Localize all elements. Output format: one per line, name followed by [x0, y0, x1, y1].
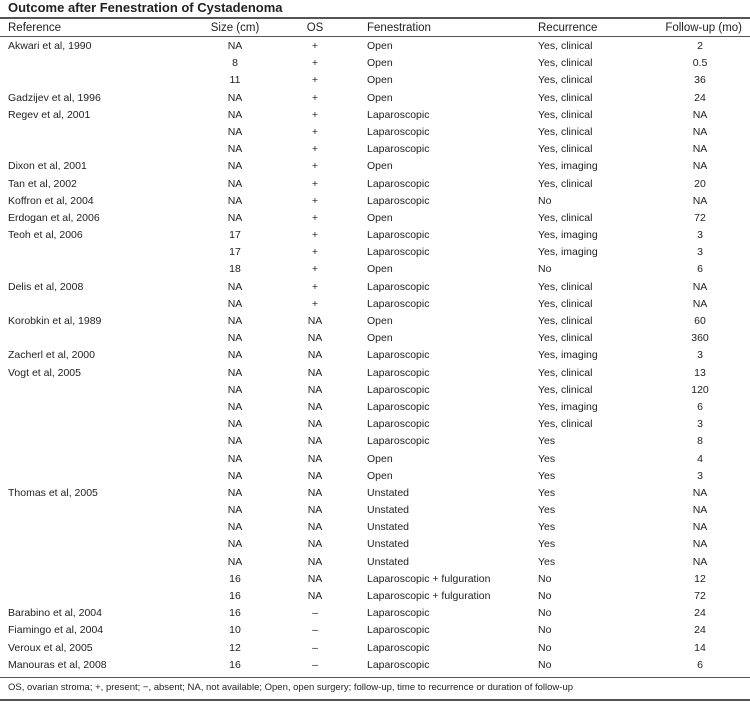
cell-follow-up: 72: [694, 211, 706, 224]
cell-follow-up: NA: [692, 280, 708, 293]
cell-recurrence: Yes, imaging: [538, 229, 598, 242]
cell-recurrence: Yes, clinical: [538, 418, 593, 431]
cell-follow-up: 24: [694, 624, 706, 637]
cell-recurrence: Yes, clinical: [538, 297, 593, 310]
cell-size: 17: [229, 229, 241, 242]
cell-recurrence: Yes, clinical: [538, 211, 593, 224]
cell-fenestration: Unstated: [367, 521, 410, 534]
cell-follow-up: 36: [694, 74, 706, 87]
cell-reference: Tan et al, 2002: [8, 177, 77, 190]
cell-size: NA: [227, 177, 243, 190]
cell-fenestration: Laparoscopic: [367, 280, 430, 293]
cell-os: NA: [307, 486, 323, 499]
cell-recurrence: Yes, clinical: [538, 91, 593, 104]
table-row: [0, 141, 750, 158]
cell-fenestration: Laparoscopic + fulguration: [367, 590, 491, 602]
cell-os: +: [311, 91, 319, 104]
cell-follow-up: NA: [692, 297, 708, 310]
cell-fenestration: Open: [367, 211, 393, 224]
cell-follow-up: NA: [692, 504, 708, 517]
cell-os: +: [311, 211, 319, 224]
cell-recurrence: Yes, clinical: [538, 74, 593, 87]
cell-fenestration: Open: [367, 315, 393, 327]
cell-fenestration: Laparoscopic: [367, 658, 430, 671]
cell-recurrence: Yes, clinical: [538, 125, 593, 138]
table-row: [0, 90, 750, 107]
table-row: [0, 485, 750, 502]
cell-reference: Regev et al, 2001: [8, 108, 91, 121]
cell-size: 11: [229, 74, 241, 87]
cell-reference: Teoh et al, 2006: [8, 229, 83, 242]
cell-reference: Akwari et al, 1990: [8, 40, 92, 52]
header-reference: Reference: [8, 22, 62, 34]
table-row: [0, 210, 750, 227]
cell-recurrence: Yes, imaging: [538, 160, 598, 173]
table-row: [0, 313, 750, 330]
cell-recurrence: No: [538, 607, 552, 620]
cell-reference: Gadzijev et al, 1996: [8, 91, 101, 104]
cell-recurrence: Yes: [538, 486, 556, 499]
cell-recurrence: Yes, clinical: [538, 332, 593, 345]
cell-size: NA: [227, 521, 243, 534]
cell-follow-up: 72: [694, 590, 706, 602]
cell-size: NA: [227, 555, 243, 568]
cell-recurrence: Yes, clinical: [538, 177, 593, 190]
cell-follow-up: 360: [691, 332, 709, 345]
cell-recurrence: Yes, clinical: [538, 108, 593, 121]
cell-size: NA: [227, 280, 243, 293]
table-row: [0, 468, 750, 485]
cell-fenestration: Open: [367, 332, 393, 345]
cell-os: +: [311, 57, 319, 70]
cell-follow-up: 3: [697, 418, 703, 431]
table-row: [0, 571, 750, 588]
cell-follow-up: 24: [694, 91, 706, 104]
cell-fenestration: Laparoscopic: [367, 641, 430, 654]
header-os: OS: [306, 22, 324, 34]
cell-follow-up: 120: [691, 383, 709, 396]
table-row: [0, 38, 750, 55]
cell-fenestration: Laparoscopic: [367, 229, 430, 242]
table-row: [0, 433, 750, 450]
cell-os: –: [312, 658, 318, 671]
cell-size: NA: [227, 538, 243, 551]
cell-follow-up: 3: [697, 469, 703, 482]
cell-follow-up: NA: [692, 194, 708, 207]
cell-reference: Zacherl et al, 2000: [8, 349, 95, 362]
cell-size: NA: [227, 125, 243, 138]
cell-recurrence: Yes: [538, 452, 556, 465]
cell-recurrence: Yes: [538, 521, 556, 534]
cell-os: NA: [307, 555, 323, 568]
cell-size: NA: [227, 108, 243, 121]
cell-os: +: [311, 194, 319, 207]
cell-os: +: [311, 229, 319, 242]
cell-fenestration: Laparoscopic: [367, 383, 430, 396]
cell-size: NA: [227, 91, 243, 104]
cell-reference: Vogt et al, 2005: [8, 366, 81, 379]
cell-fenestration: Laparoscopic: [367, 246, 430, 259]
table-row: [0, 519, 750, 536]
cell-size: NA: [227, 211, 243, 224]
cell-follow-up: 14: [694, 641, 706, 654]
cell-recurrence: Yes: [538, 435, 556, 448]
table-row: [0, 365, 750, 382]
cell-size: NA: [227, 332, 243, 345]
header-size: Size (cm): [210, 22, 260, 34]
cell-follow-up: 6: [697, 400, 703, 413]
cell-size: NA: [227, 315, 243, 327]
cell-os: NA: [307, 590, 323, 602]
cell-recurrence: No: [538, 624, 552, 637]
cell-size: 16: [229, 572, 241, 585]
cell-os: NA: [307, 349, 323, 362]
cell-reference: Thomas et al, 2005: [8, 486, 98, 499]
cell-os: NA: [307, 418, 323, 431]
cell-follow-up: 0.5: [692, 57, 708, 70]
cell-recurrence: Yes, imaging: [538, 400, 598, 413]
cell-recurrence: Yes, clinical: [538, 383, 593, 396]
cell-fenestration: Laparoscopic + fulguration: [367, 572, 491, 585]
cell-fenestration: Open: [367, 91, 393, 104]
cell-size: 10: [229, 624, 241, 637]
cell-reference: Delis et al, 2008: [8, 280, 84, 293]
cell-fenestration: Unstated: [367, 538, 410, 551]
cell-os: +: [311, 297, 319, 310]
cell-os: +: [311, 108, 319, 121]
cell-recurrence: No: [538, 590, 552, 602]
cell-follow-up: NA: [692, 538, 708, 551]
cell-fenestration: Laparoscopic: [367, 297, 430, 310]
cell-fenestration: Unstated: [367, 486, 410, 499]
cell-os: NA: [307, 332, 323, 345]
cell-os: NA: [307, 383, 323, 396]
header-follow-up: Follow-up (mo): [665, 22, 742, 34]
cell-os: NA: [307, 469, 323, 482]
cell-follow-up: 12: [694, 572, 706, 585]
cell-size: NA: [227, 452, 243, 465]
cell-size: NA: [227, 435, 243, 448]
cell-follow-up: 4: [697, 452, 703, 465]
cell-size: NA: [227, 400, 243, 413]
cell-recurrence: Yes, clinical: [538, 57, 593, 70]
cell-reference: Koffron et al, 2004: [8, 194, 94, 207]
cell-recurrence: Yes, imaging: [538, 246, 598, 259]
cell-fenestration: Open: [367, 40, 393, 52]
table-row: [0, 622, 750, 639]
cell-recurrence: No: [538, 572, 552, 585]
table-body: [0, 38, 750, 674]
table-row: [0, 554, 750, 571]
header-rule: [0, 36, 750, 37]
table-row: [0, 416, 750, 433]
cell-recurrence: Yes: [538, 538, 556, 551]
table-row: [0, 107, 750, 124]
cell-recurrence: Yes: [538, 555, 556, 568]
cell-reference: Barabino et al, 2004: [8, 607, 102, 620]
cell-recurrence: No: [538, 658, 552, 671]
table-row: [0, 347, 750, 364]
cell-size: NA: [227, 297, 243, 310]
cell-follow-up: 3: [697, 229, 703, 242]
cell-fenestration: Laparoscopic: [367, 366, 430, 379]
bottom-rule: [0, 677, 750, 678]
cell-follow-up: NA: [692, 486, 708, 499]
cell-fenestration: Open: [367, 160, 393, 173]
table-row: [0, 124, 750, 141]
table-header: [0, 20, 750, 36]
footnote: OS, ovarian stroma; +, present; −, absent; NA, not available; Open, open surgery; follow-up, time to recurrence or duration of follow-up: [8, 682, 574, 693]
cell-recurrence: Yes, imaging: [538, 349, 598, 362]
cell-fenestration: Open: [367, 452, 393, 465]
cell-recurrence: Yes, clinical: [538, 40, 593, 52]
table-row: [0, 382, 750, 399]
cell-fenestration: Laparoscopic: [367, 418, 430, 431]
cell-recurrence: No: [538, 194, 552, 207]
table-row: [0, 193, 750, 210]
cell-size: 16: [229, 658, 241, 671]
table-row: [0, 451, 750, 468]
cell-fenestration: Laparoscopic: [367, 143, 430, 156]
cell-size: NA: [227, 143, 243, 156]
cell-follow-up: 3: [697, 246, 703, 259]
cell-os: +: [311, 263, 319, 276]
cell-os: NA: [307, 435, 323, 448]
cell-size: NA: [227, 160, 243, 173]
cell-fenestration: Unstated: [367, 555, 410, 568]
cell-os: NA: [307, 400, 323, 413]
header-fenestration: Fenestration: [367, 22, 431, 34]
cell-follow-up: 3: [697, 349, 703, 362]
cell-reference: Manouras et al, 2008: [8, 658, 107, 671]
table-row: [0, 640, 750, 657]
cell-size: 8: [232, 57, 238, 70]
cell-recurrence: Yes: [538, 504, 556, 517]
cell-recurrence: Yes, clinical: [538, 280, 593, 293]
cell-size: NA: [227, 383, 243, 396]
cell-size: NA: [227, 504, 243, 517]
cell-os: –: [312, 624, 318, 637]
cell-size: NA: [227, 194, 243, 207]
cell-follow-up: 24: [694, 607, 706, 620]
cell-follow-up: 60: [694, 315, 706, 327]
cell-os: –: [312, 641, 318, 654]
cell-size: 12: [229, 641, 241, 654]
header-recurrence: Recurrence: [538, 22, 598, 34]
footnote-rule: [0, 699, 750, 701]
cell-os: +: [311, 74, 319, 87]
table-title: Outcome after Fenestration of Cystadenoma: [8, 0, 283, 15]
cell-os: NA: [307, 572, 323, 585]
table-row: [0, 158, 750, 175]
cell-recurrence: No: [538, 263, 552, 276]
cell-fenestration: Open: [367, 74, 393, 87]
cell-os: NA: [307, 452, 323, 465]
cell-reference: Fiamingo et al, 2004: [8, 624, 104, 637]
cell-fenestration: Laparoscopic: [367, 108, 430, 121]
cell-os: +: [311, 246, 319, 259]
cell-follow-up: NA: [692, 143, 708, 156]
cell-recurrence: Yes, clinical: [538, 143, 593, 156]
cell-fenestration: Laparoscopic: [367, 177, 430, 190]
cell-os: +: [311, 160, 319, 173]
cell-os: +: [311, 125, 319, 138]
table-row: [0, 72, 750, 89]
table-row: [0, 227, 750, 244]
cell-follow-up: 20: [694, 177, 706, 190]
table-row: [0, 330, 750, 347]
cell-os: +: [311, 143, 319, 156]
table-row: [0, 279, 750, 296]
table-row: [0, 261, 750, 278]
cell-recurrence: No: [538, 641, 552, 654]
cell-recurrence: Yes, clinical: [538, 366, 593, 379]
cell-size: 17: [229, 246, 241, 259]
cell-size: 16: [229, 607, 241, 620]
cell-fenestration: Laparoscopic: [367, 194, 430, 207]
cell-follow-up: NA: [692, 125, 708, 138]
cell-size: 18: [229, 263, 241, 276]
cell-fenestration: Laparoscopic: [367, 435, 430, 448]
cell-size: NA: [227, 349, 243, 362]
cell-follow-up: 2: [697, 40, 703, 52]
cell-os: NA: [307, 538, 323, 551]
cell-os: +: [311, 280, 319, 293]
cell-follow-up: NA: [692, 108, 708, 121]
cell-os: NA: [307, 366, 323, 379]
cell-follow-up: 13: [694, 366, 706, 379]
cell-os: NA: [307, 504, 323, 517]
cell-os: NA: [307, 521, 323, 534]
cell-follow-up: 6: [697, 263, 703, 276]
table-row: [0, 244, 750, 261]
cell-reference: Erdogan et al, 2006: [8, 211, 100, 224]
cell-recurrence: Yes: [538, 469, 556, 482]
table-row: [0, 605, 750, 622]
cell-size: NA: [227, 366, 243, 379]
cell-size: NA: [227, 469, 243, 482]
cell-fenestration: Open: [367, 57, 393, 70]
cell-size: 16: [229, 590, 241, 602]
cell-follow-up: 8: [697, 435, 703, 448]
cell-fenestration: Laparoscopic: [367, 349, 430, 362]
cell-fenestration: Open: [367, 263, 393, 276]
table-row: [0, 296, 750, 313]
cell-reference: Dixon et al, 2001: [8, 160, 87, 173]
cell-fenestration: Open: [367, 469, 393, 482]
table-row: [0, 176, 750, 193]
cell-size: NA: [227, 486, 243, 499]
cell-fenestration: Unstated: [367, 504, 410, 517]
cell-os: +: [311, 40, 319, 52]
cell-os: –: [312, 607, 318, 620]
cell-follow-up: NA: [692, 160, 708, 173]
cell-size: NA: [227, 40, 243, 52]
table-row: [0, 657, 750, 674]
table-row: [0, 536, 750, 553]
table-row: [0, 399, 750, 416]
cell-size: NA: [227, 418, 243, 431]
cell-reference: Korobkin et al, 1989: [8, 315, 102, 327]
cell-reference: Veroux et al, 2005: [8, 641, 93, 654]
table-row: [0, 588, 750, 605]
cell-fenestration: Laparoscopic: [367, 624, 430, 637]
cell-os: NA: [307, 315, 323, 327]
cell-fenestration: Laparoscopic: [367, 400, 430, 413]
cell-follow-up: NA: [692, 555, 708, 568]
cell-fenestration: Laparoscopic: [367, 125, 430, 138]
cell-recurrence: Yes, clinical: [538, 315, 593, 327]
cell-follow-up: NA: [692, 521, 708, 534]
table-row: [0, 55, 750, 72]
cell-fenestration: Laparoscopic: [367, 607, 430, 620]
top-rule: [0, 17, 750, 19]
table-row: [0, 502, 750, 519]
cell-os: +: [311, 177, 319, 190]
cell-follow-up: 6: [697, 658, 703, 671]
